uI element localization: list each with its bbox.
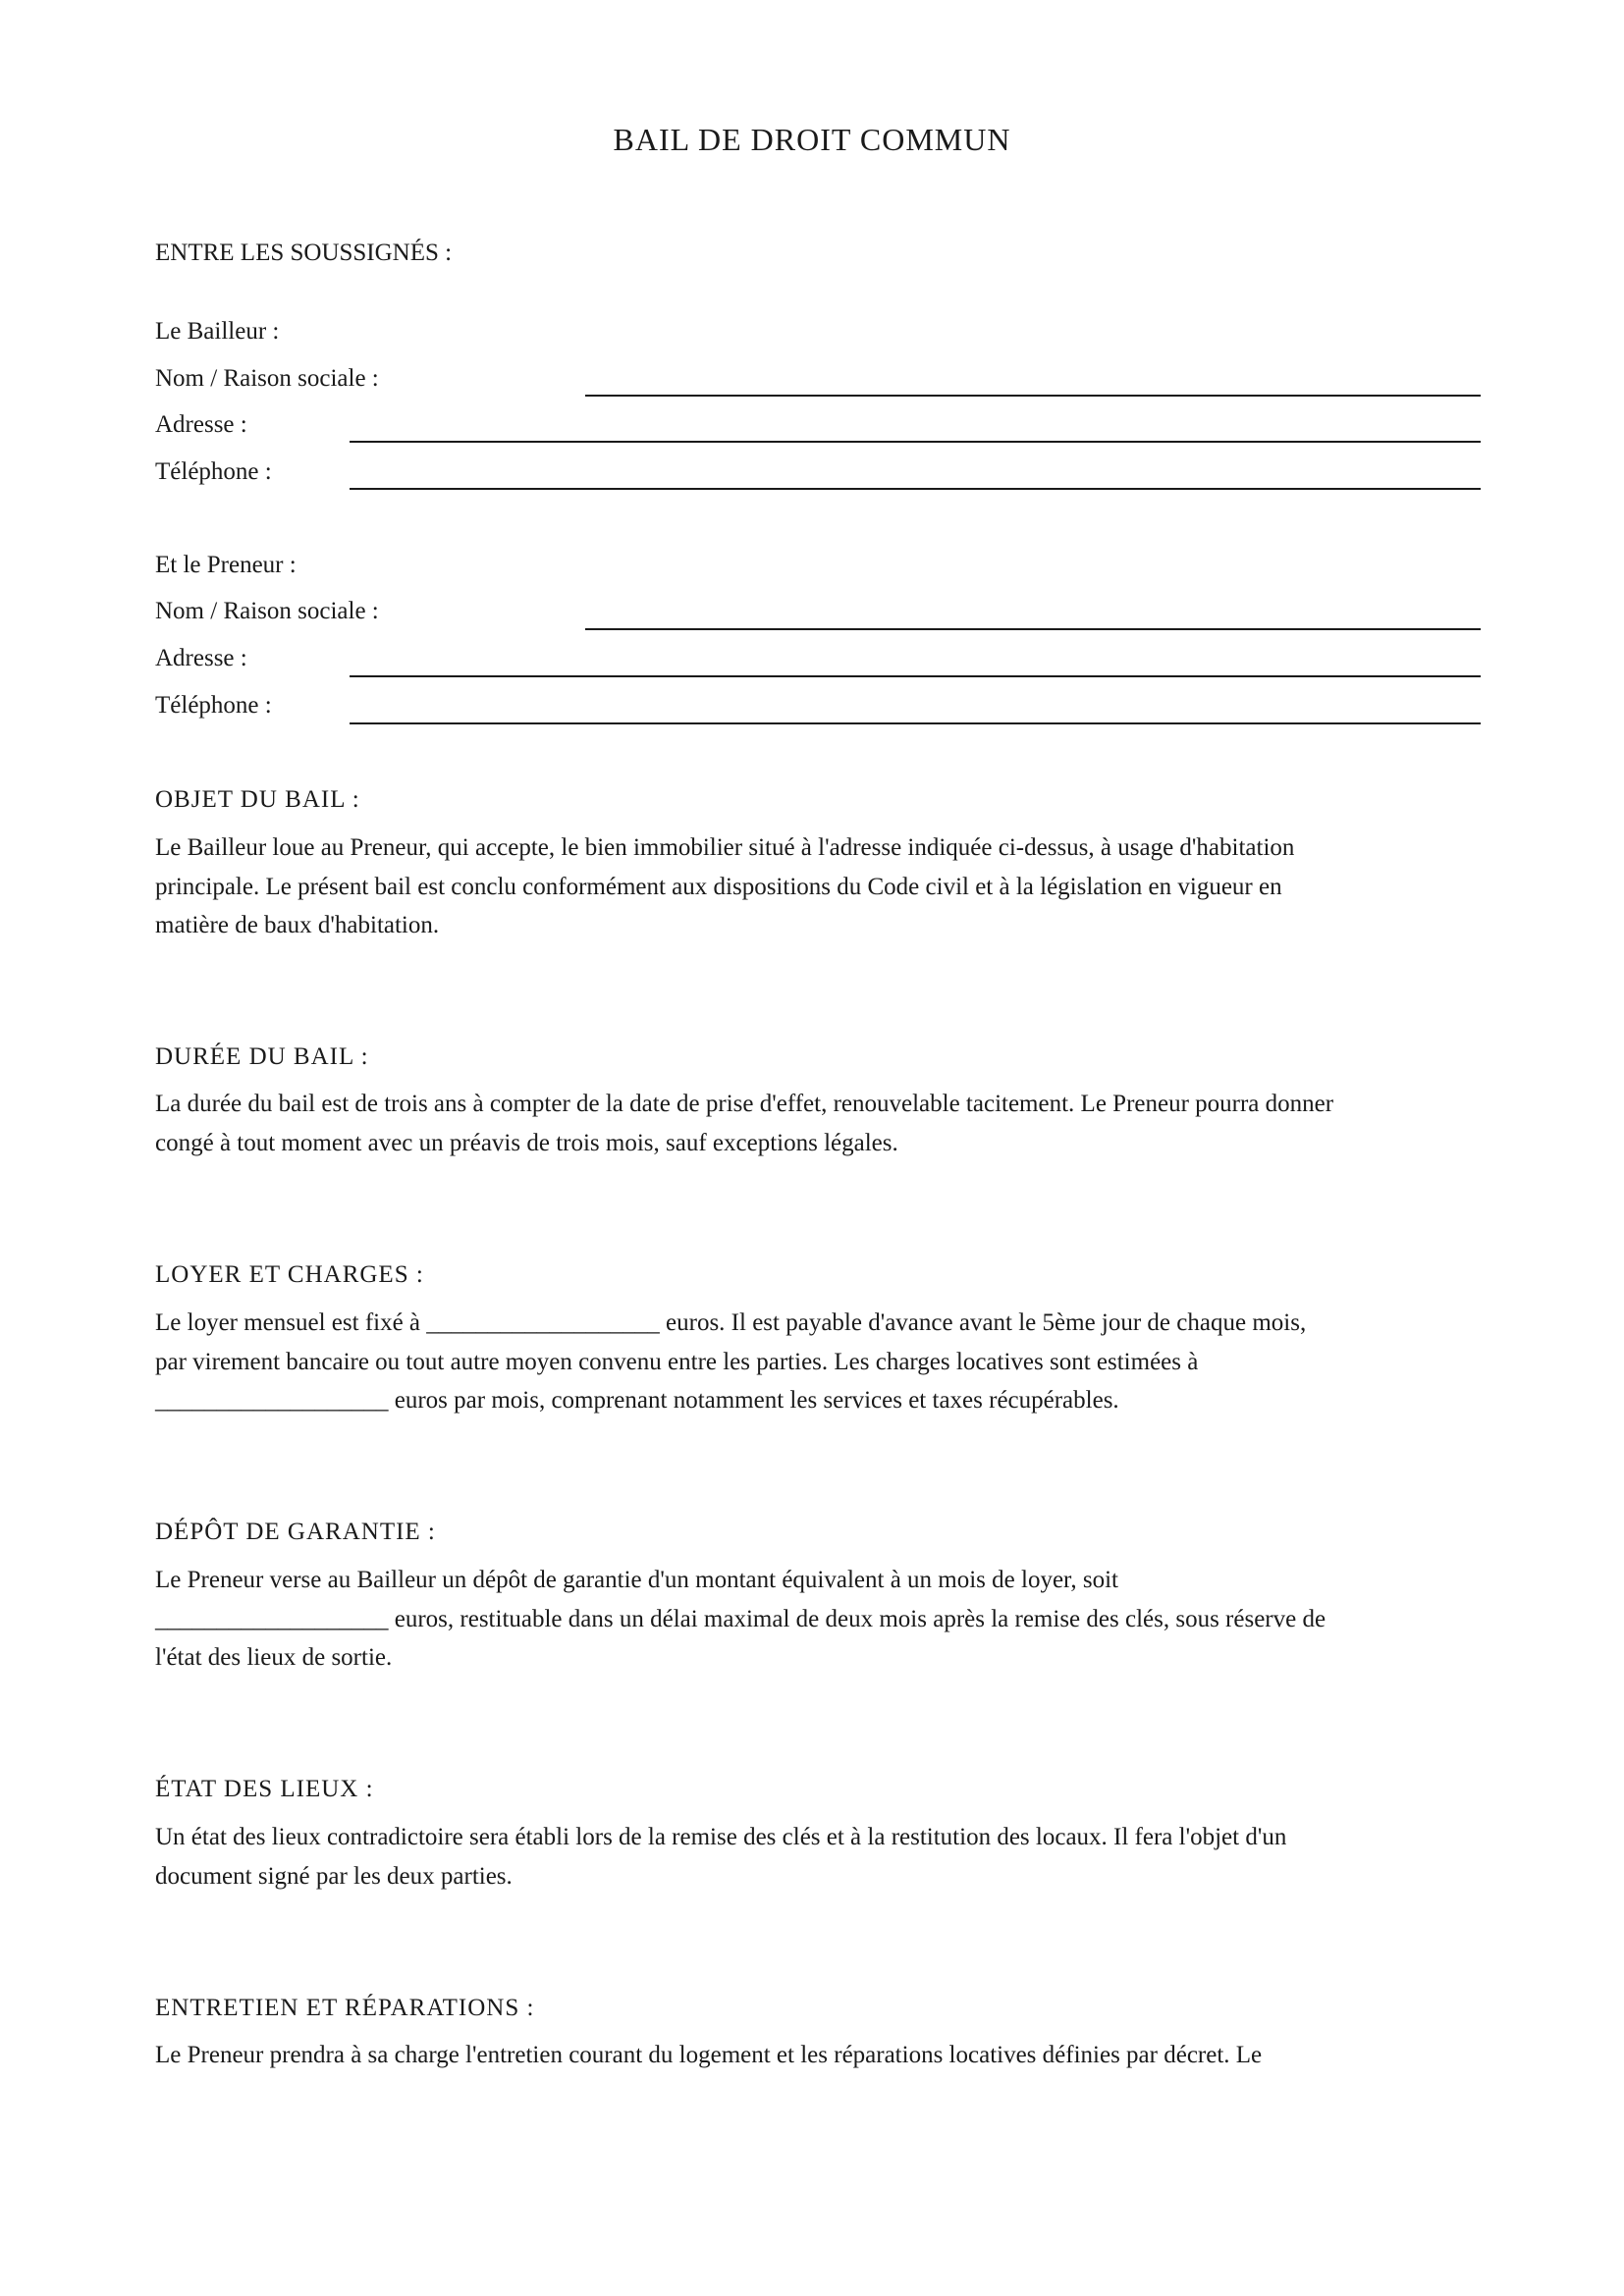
- bailleur-adresse-label: Adresse :: [155, 411, 247, 438]
- paragraph-line: matière de baux d'habitation.: [155, 912, 440, 938]
- bailleur-adresse-field[interactable]: [350, 441, 1481, 443]
- section-body-entretien: [155, 2036, 1483, 2075]
- preneur-telephone-label: Téléphone :: [155, 692, 272, 719]
- bailleur-nom-field[interactable]: [585, 395, 1481, 397]
- section-body-duree: [155, 1085, 1483, 1162]
- paragraph-line: par virement bancaire ou tout autre moyen convenu entre les parties. Les charges locatives sont estimées à: [155, 1348, 1199, 1375]
- section-heading-objet: OBJET DU BAIL :: [155, 786, 360, 813]
- paragraph-line: Un état des lieux contradictoire sera établi lors de la remise des clés et à la restitution des locaux. Il fera l'objet d'un: [155, 1824, 1287, 1850]
- paragraph-line: ___________________ euros par mois, comprenant notamment les services et taxes récupérables.: [155, 1387, 1119, 1414]
- section-heading-etat: ÉTAT DES LIEUX :: [155, 1776, 374, 1802]
- preneur-adresse-label: Adresse :: [155, 645, 247, 671]
- paragraph-line: ___________________ euros, restituable dans un délai maximal de deux mois après la remise des clés, sous réserve de: [155, 1605, 1326, 1632]
- preneur-heading: Et le Preneur :: [155, 552, 297, 578]
- bailleur-telephone-field[interactable]: [350, 488, 1481, 490]
- section-heading-loyer: LOYER ET CHARGES :: [155, 1261, 424, 1288]
- paragraph-line: Le Preneur prendra à sa charge l'entretien courant du logement et les réparations locatives définies par décret. Le: [155, 2042, 1263, 2068]
- document-title: BAIL DE DROIT COMMUN: [613, 122, 1011, 157]
- paragraph-line: l'état des lieux de sortie.: [155, 1644, 393, 1671]
- paragraph-line: Le loyer mensuel est fixé à ___________________ euros. Il est payable d'avance avant le 5ème jour de chaque mois,: [155, 1309, 1307, 1336]
- bailleur-telephone-label: Téléphone :: [155, 458, 272, 485]
- preneur-nom-field[interactable]: [585, 628, 1481, 630]
- paragraph-line: Le Preneur verse au Bailleur un dépôt de garantie d'un montant équivalent à un mois de loyer, soit: [155, 1567, 1118, 1593]
- paragraph-line: principale. Le présent bail est conclu conformément aux dispositions du Code civil et à la législation en vigueur en: [155, 873, 1282, 900]
- section-body-objet: [155, 828, 1483, 945]
- bailleur-nom-label: Nom / Raison sociale :: [155, 365, 379, 392]
- section-heading-duree: DURÉE DU BAIL :: [155, 1043, 369, 1070]
- section-body-etat: [155, 1818, 1483, 1896]
- section-heading-entretien: ENTRETIEN ET RÉPARATIONS :: [155, 1995, 535, 2021]
- paragraph-line: congé à tout moment avec un préavis de trois mois, sauf exceptions légales.: [155, 1129, 898, 1156]
- bailleur-heading: Le Bailleur :: [155, 318, 280, 345]
- section-body-loyer: [155, 1304, 1483, 1420]
- preneur-adresse-field[interactable]: [350, 675, 1481, 677]
- intro-heading: ENTRE LES SOUSSIGNÉS :: [155, 240, 453, 266]
- section-body-depot: [155, 1561, 1483, 1678]
- preneur-telephone-field[interactable]: [350, 722, 1481, 724]
- paragraph-line: Le Bailleur loue au Preneur, qui accepte, le bien immobilier situé à l'adresse indiquée ci-dessus, à usage d'habitation: [155, 834, 1295, 861]
- preneur-nom-label: Nom / Raison sociale :: [155, 598, 379, 624]
- paragraph-line: La durée du bail est de trois ans à compter de la date de prise d'effet, renouvelable tacitement. Le Preneur pourra donner: [155, 1091, 1334, 1117]
- section-heading-depot: DÉPÔT DE GARANTIE :: [155, 1519, 436, 1545]
- paragraph-line: document signé par les deux parties.: [155, 1862, 513, 1890]
